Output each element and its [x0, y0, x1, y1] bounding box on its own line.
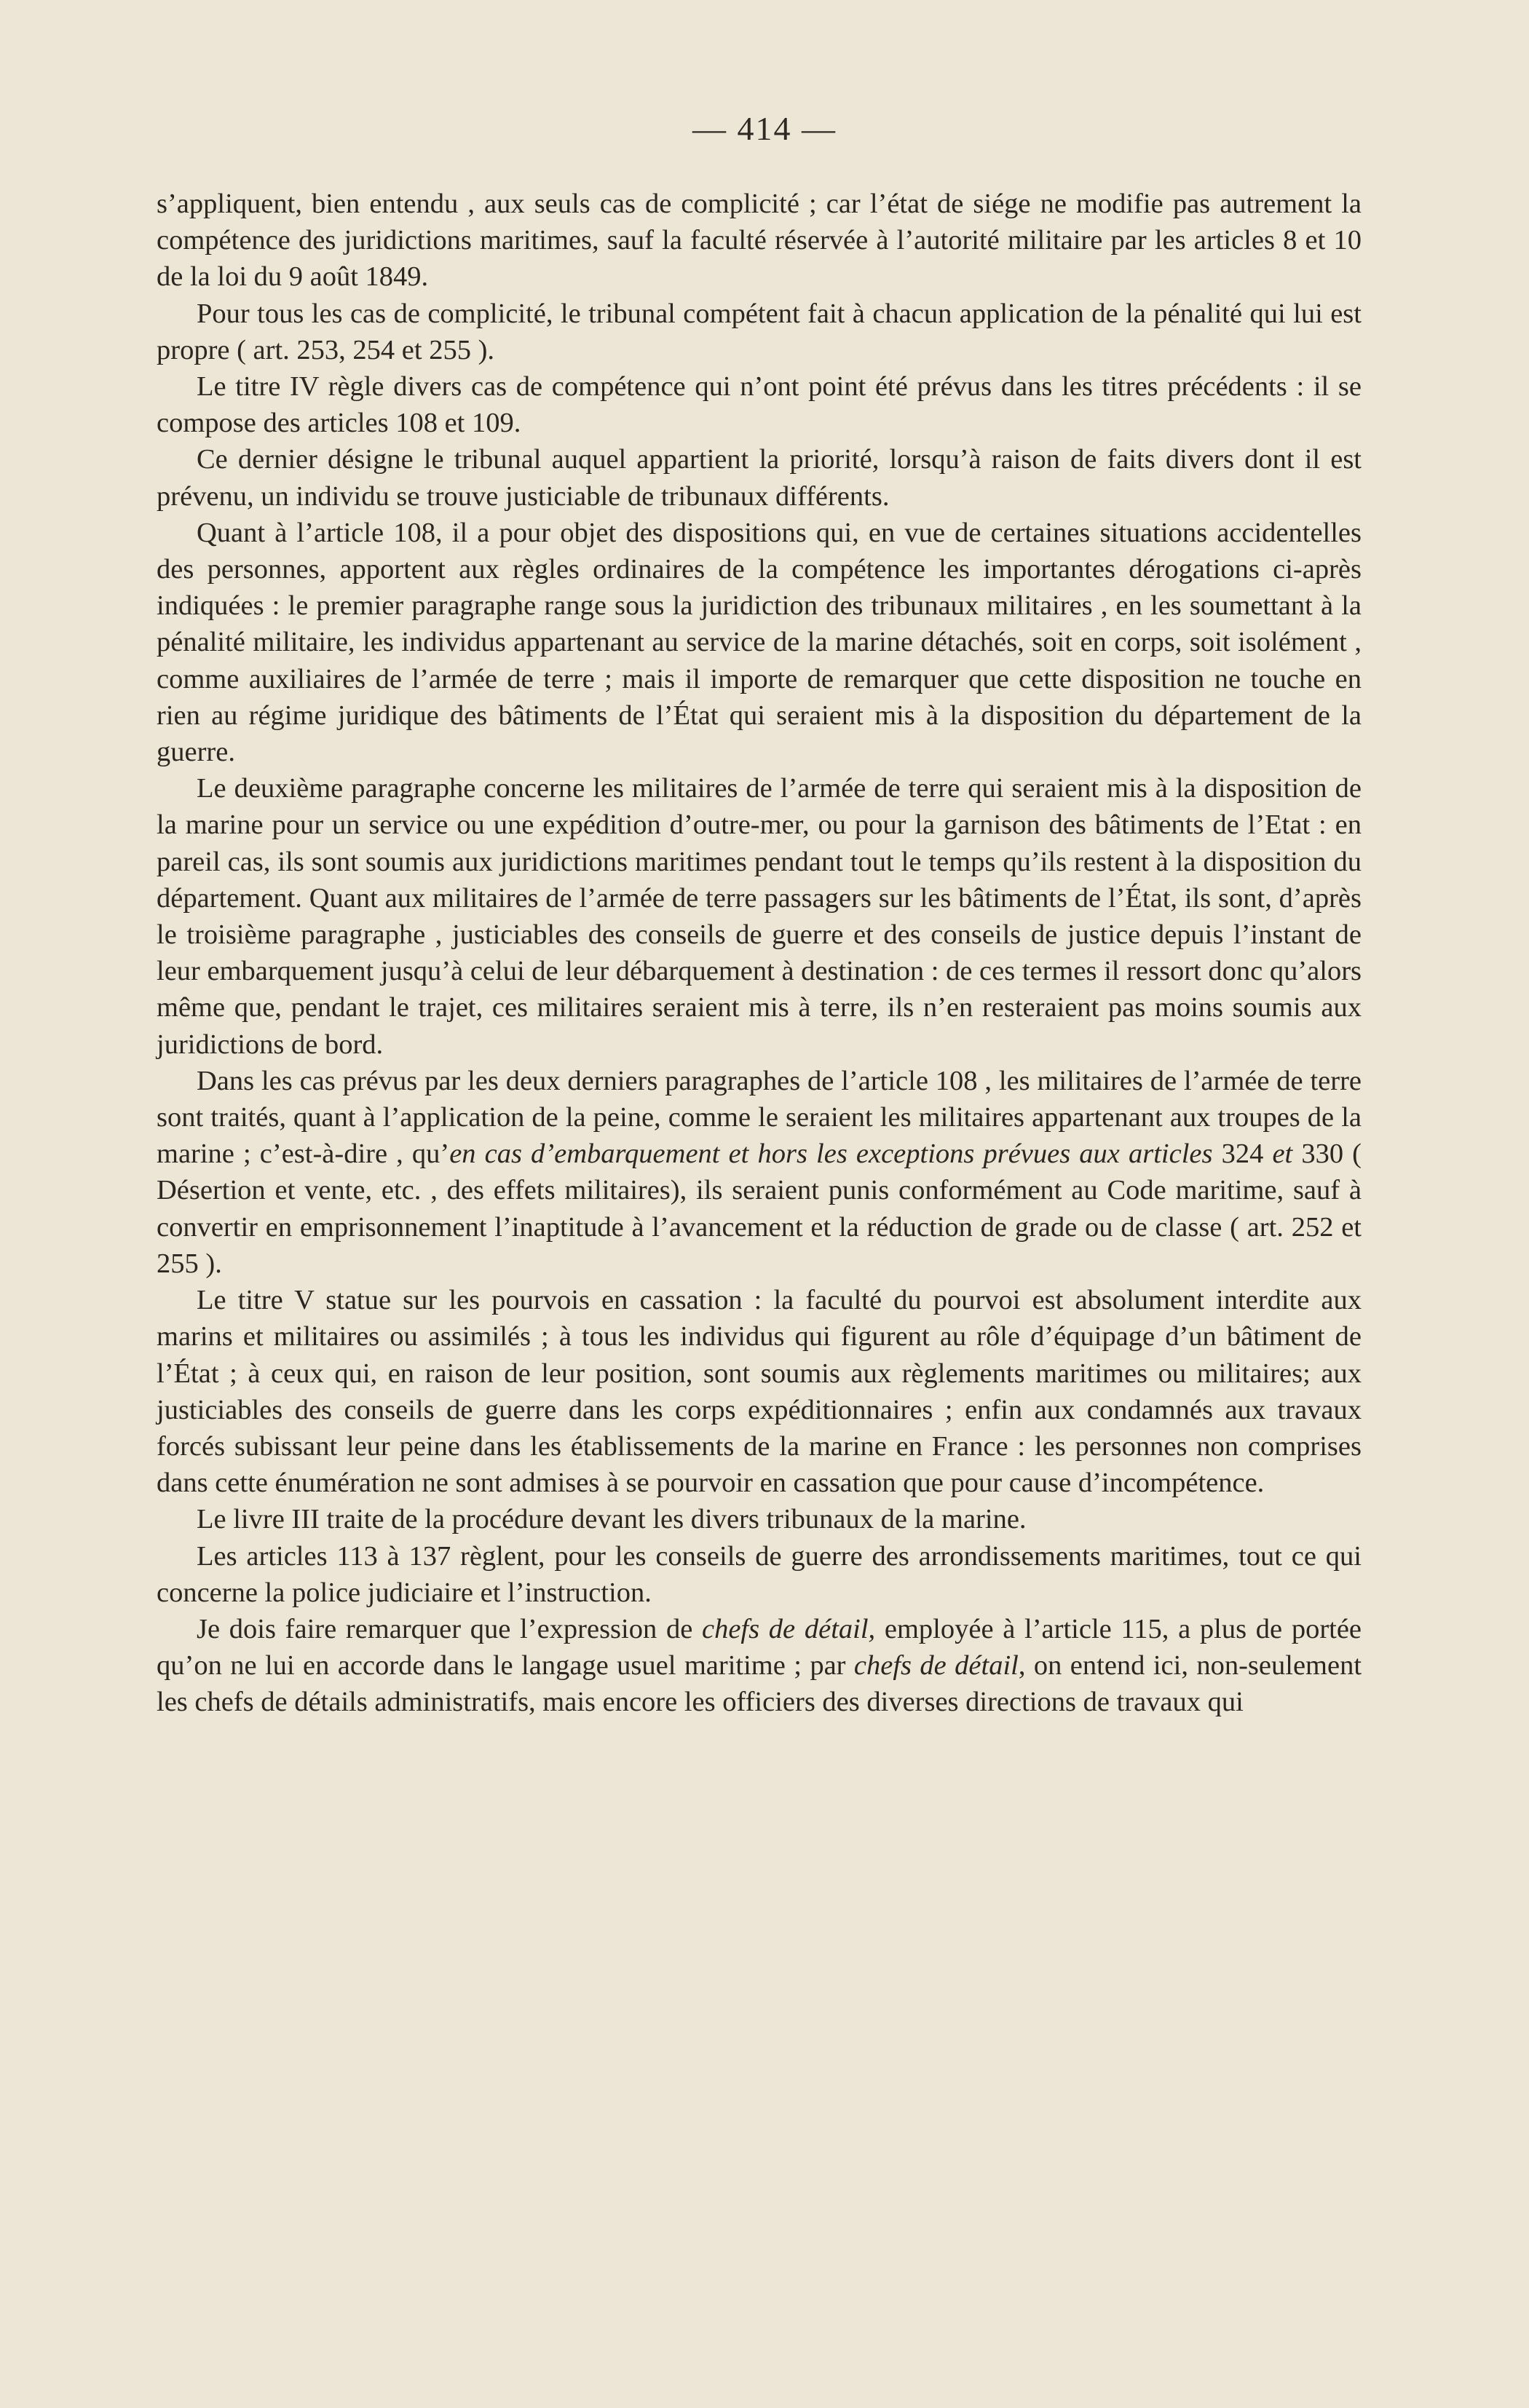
paragraph-text: 324: [1212, 1138, 1273, 1170]
paragraph: [157, 186, 1362, 296]
paragraph-text: Le titre IV règle divers cas de compétence qui n’ont point été prévus dans les titres précédents : il se compose des articles 108 et 109.: [157, 371, 1362, 439]
paragraph: [157, 1282, 1362, 1501]
paragraph: [157, 1611, 1362, 1721]
paragraph: [157, 1501, 1362, 1537]
paragraph-text: Dans les cas prévus par les deux derniers paragraphes de l’article 108 , les militaires de l’armée de terre sont traités, quant à l’application de la peine, comme le seraient les militaires appartenant aux troupes de la marine ; c’est-à-dire , qu’: [157, 1065, 1362, 1170]
body-text: [157, 186, 1362, 1721]
paragraph: [157, 1063, 1362, 1282]
page-number: — 414 —: [692, 110, 837, 147]
paragraph-text: employée à l’article 115, a plus de portée qu’on ne lui en accorde dans le langage usuel maritime ; par: [157, 1613, 1362, 1682]
italic-text: chefs de détail: [853, 1650, 1019, 1682]
paragraph-text: Pour tous les cas de complicité, le tribunal compétent fait à chacun application de la pénalité qui lui est propre ( art. 253, 254 et 255 ).: [157, 298, 1362, 365]
italic-text: et: [1272, 1138, 1293, 1170]
paragraph-text: 330 ( Désertion et vente, etc. , des effets militaires), ils seraient punis conformément au Code maritime, sauf à convertir en emprisonnement l’inaptitude à l’avancement et la réduction de grade ou de classe ( art. 252 et 255 ).: [157, 1138, 1362, 1279]
paragraph-text: Le livre III traite de la procédure devant les divers tribunaux de la marine.: [197, 1504, 1027, 1535]
italic-text: chefs de détail,: [702, 1613, 876, 1644]
paragraph-text: Le deuxième paragraphe concerne les militaires de l’armée de terre qui seraient mis à la disposition de la marine pour un service ou une expédition d’outre-mer, ou pour la garnison des bâtiments de l’Etat : en pareil cas, ils sont soumis aux juridictions maritimes pendant tout le temps qu’ils restent à la disposition du département. Quant aux militaires de l’armée de terre passagers sur les bâtiments de l’État, ils sont, d’après le troisième paragraphe , justiciables des conseils de guerre et des conseils de justice depuis l’instant de leur embarquement jusqu’à celui de leur débarquement à destination : de ces termes il ressort donc qu’alors même que, pendant le trajet, ces militaires seraient mis à terre, ils n’en resteraient pas moins soumis aux juridictions de bord.: [157, 773, 1362, 1060]
paragraph-text: , on entend ici, non-seulement les chefs de détails administratifs, mais encore les officiers des diverses directions de travaux qui: [157, 1650, 1362, 1718]
paragraph-text: Je dois faire remarquer que l’expression de: [197, 1613, 702, 1644]
italic-text: en cas d’embarquement et hors les exceptions prévues aux articles: [449, 1138, 1213, 1170]
paragraph-text: s’appliquent, bien entendu , aux seuls cas de complicité ; car l’état de siége ne modifie pas autrement la compétence des juridictions maritimes, sauf la faculté réservée à l’autorité militaire par les articles 8 et 10 de la loi du 9 août 1849.: [157, 189, 1362, 293]
paragraph: [157, 296, 1362, 368]
paragraph-text: Le titre V statue sur les pourvois en cassation : la faculté du pourvoi est absolument interdite aux marins et militaires ou assimilés ; à tous les individus qui figurent au rôle d’équipage d’un bâtiment de l’État ; à ceux qui, en raison de leur position, sont soumis aux règlements maritimes ou militaires; aux justiciables des conseils de guerre dans les corps expéditionnaires ; enfin aux condamnés aux travaux forcés subissant leur peine dans les établissements de la marine en France : les personnes non comprises dans cette énumération ne sont admises à se pourvoir en cassation que pour cause d’incompétence.: [157, 1285, 1362, 1499]
paragraph-text: Quant à l’article 108, il a pour objet des dispositions qui, en vue de certaines situations accidentelles des personnes, apportent aux règles ordinaires de la compétence les importantes dérogations ci-après indiquées : le premier paragraphe range sous la juridiction des tribunaux militaires , en les soumettant à la pénalité militaire, les individus appartenant au service de la marine détachés, soit en corps, soit isolément , comme auxiliaires de l’armée de terre ; mais il importe de remarquer que cette disposition ne touche en rien au régime juridique des bâtiments de l’État qui seraient mis à la disposition du département de la guerre.: [157, 517, 1362, 768]
paragraph: [157, 368, 1362, 441]
paragraph: [157, 770, 1362, 1063]
paragraph-text: Les articles 113 à 137 règlent, pour les conseils de guerre des arrondissements maritimes, tout ce qui concerne la police judiciaire et l’instruction.: [157, 1540, 1362, 1608]
paragraph: [157, 1538, 1362, 1611]
paragraph: [157, 441, 1362, 514]
paragraph: [157, 515, 1362, 770]
paragraph-text: Ce dernier désigne le tribunal auquel appartient la priorité, lorsqu’à raison de faits divers dont il est prévenu, un individu se trouve justiciable de tribunaux différents.: [157, 444, 1362, 512]
